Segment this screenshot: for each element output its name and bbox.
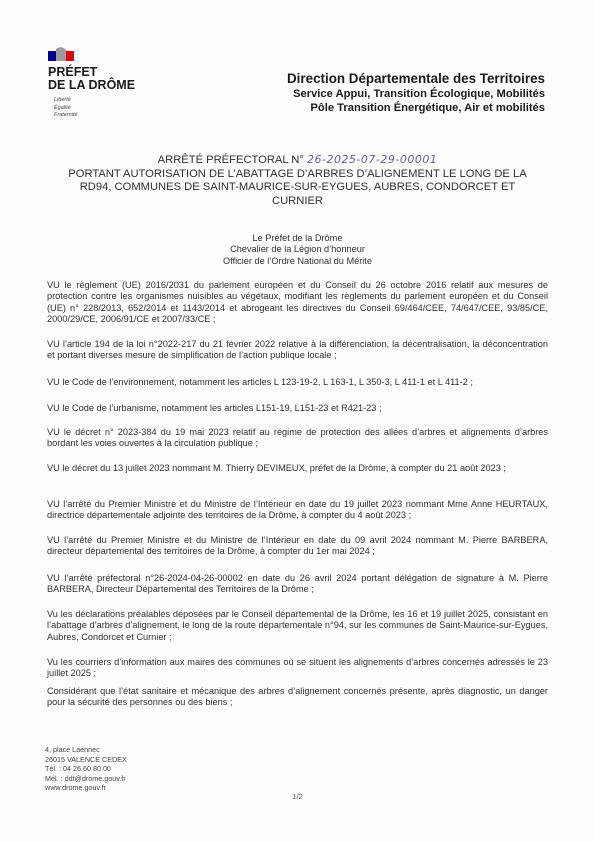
- decree-title-line: PORTANT AUTORISATION DE L’ABATTAGE D’ARBRES D’ALIGNEMENT LE LONG DE LA: [68, 167, 527, 180]
- service-line: Service Appui, Transition Écologique, Mobilités: [293, 88, 545, 100]
- visa-paragraph: VU le décret n° 2023-384 du 19 mai 2023 relatif au régime de protection des allées d’arbres et alignements d’arbres bordant les voies ouvertes à la circulation publique ;: [47, 427, 548, 449]
- visa-paragraph: VU l’article 194 de la loi n°2022-217 du 21 février 2022 relative à la différenciation, la décentralisation, la déconcentration et portant diverses mesure de simplification de l’action publique locale ;: [47, 339, 548, 361]
- visa-paragraph: VU le Code de l’urbanisme, notamment les articles L151-19, L151-23 et R421-23 ;: [47, 403, 382, 413]
- decree-title-line: CURNIER: [272, 194, 323, 207]
- republic-motto: [54, 97, 78, 120]
- prefect-honor: Chevalier de la Légion d’honneur: [230, 244, 365, 255]
- motto-liberte: Liberté: [54, 97, 71, 103]
- motto-egalite: Égalité: [54, 104, 71, 111]
- marianne-logo-icon: [48, 45, 74, 63]
- visa-paragraph: Vu les courriers d’information aux maires des communes où se situent les alignements d’arbres concernés adressés le 23 juillet 2025 ;: [47, 657, 548, 679]
- considerant-paragraph: Considérant que l’état sanitaire et mécanique des arbres d’alignement concernés présente, après diagnostic, un danger pour la sécurité des personnes ou des biens ;: [47, 686, 548, 708]
- decree-title-line: RD94, COMMUNES DE SAINT-MAURICE-SUR-EYGUES, AUBRES, CONDORCET ET: [79, 181, 516, 193]
- decree-title: [40, 153, 555, 208]
- decree-number-line: [40, 153, 555, 168]
- visa-paragraph: Vu les déclarations préalables déposées par le Conseil départemental de la Drôme, les 16 et 19 juillet 2025, consistant en l’abattage d’arbres d’alignement, le long de la route départementale n°94, sur les communes de Saint-Maurice-sur-Eygues, Aubres, Condorcet et Curnier ;: [47, 609, 548, 642]
- footer-city: 26015 VALENCE CEDEX: [45, 754, 127, 764]
- visa-paragraph: VU l’arrêté du Premier Ministre et du Ministre de l’Intérieur en date du 19 juillet 2023 nommant Mme Anne HEURTAUX, directrice départementale adjointe des territoires de la Drôme, à compter du 4 août 2023 ;: [47, 499, 548, 521]
- visa-paragraph: VU l’arrêté du Premier Ministre et du Ministre de l’Intérieur en date du 09 avril 2024 nommant M. Pierre BARBERA, directeur départemental des territoires de la Drôme, à compter du 1er mai 2024 ;: [47, 535, 548, 557]
- decree-prefix: ARRÊTÉ PRÉFECTORAL N°: [157, 154, 304, 166]
- footer-phone: Tél. : 04 26 60 80 00: [45, 764, 111, 773]
- prefect-block: [40, 233, 555, 267]
- department-name: Direction Départementale des Territoires: [287, 71, 545, 86]
- visa-paragraph: VU le règlement (UE) 2016/2031 du parlement européen et du Conseil du 26 octobre 2016 relatif aux mesures de protection contre les organismes nuisibles au végétaux, modifiant les règlements du parlement européen et du Conseil (UE) n° 228/2013, 652/2014 et 1143/2014 et abrogeant les directives du Conseil 69/464/CEE, 74/647/CEE, 93/85/CE, 2000/29/CE, 2006/91/CE et 2007/33/CE ;: [47, 280, 548, 324]
- visa-paragraph: VU le Code de l’environnement, notamment les articles L 123-19-2, L 163-1, L 350-3, L 411-1 et L 411-2 ;: [47, 377, 473, 387]
- footer-email: Mél. : ddt@drome.gouv.fr: [45, 773, 126, 783]
- prefect-order: Officier de l’Ordre National du Mérite: [223, 255, 372, 266]
- motto-fraternite: Fraternité: [54, 112, 78, 118]
- visa-paragraph: VU le décret du 13 juillet 2023 nommant M. Thierry DEVIMEUX, préfet de la Drôme, à compter du 21 août 2023 ;: [47, 463, 506, 473]
- footer-street: 4, place Laennec: [45, 745, 100, 754]
- pole-line: Pôle Transition Énergétique, Air et mobilités: [310, 102, 545, 114]
- department-header: [287, 70, 545, 115]
- logo-title: [48, 66, 135, 92]
- page-number: 1/2: [292, 792, 303, 801]
- footer-website: www.drome.gouv.fr: [45, 783, 106, 792]
- visa-paragraph: VU l’arrêté préfectoral n°26-2024-04-26-00002 en date du 26 avril 2024 portant délégation de signature à M. Pierre BARBERA, Directeur Départemental des Territoires de la Drôme ;: [47, 573, 548, 595]
- footer-address: [45, 745, 127, 793]
- prefect-title: Le Préfet de la Drôme: [252, 233, 343, 243]
- handwritten-decree-number: 26-2025-07-29-00001: [306, 153, 438, 166]
- logo-title-line1: PRÉFET: [48, 65, 98, 79]
- logo-title-line2: DE LA DRÔME: [48, 78, 136, 92]
